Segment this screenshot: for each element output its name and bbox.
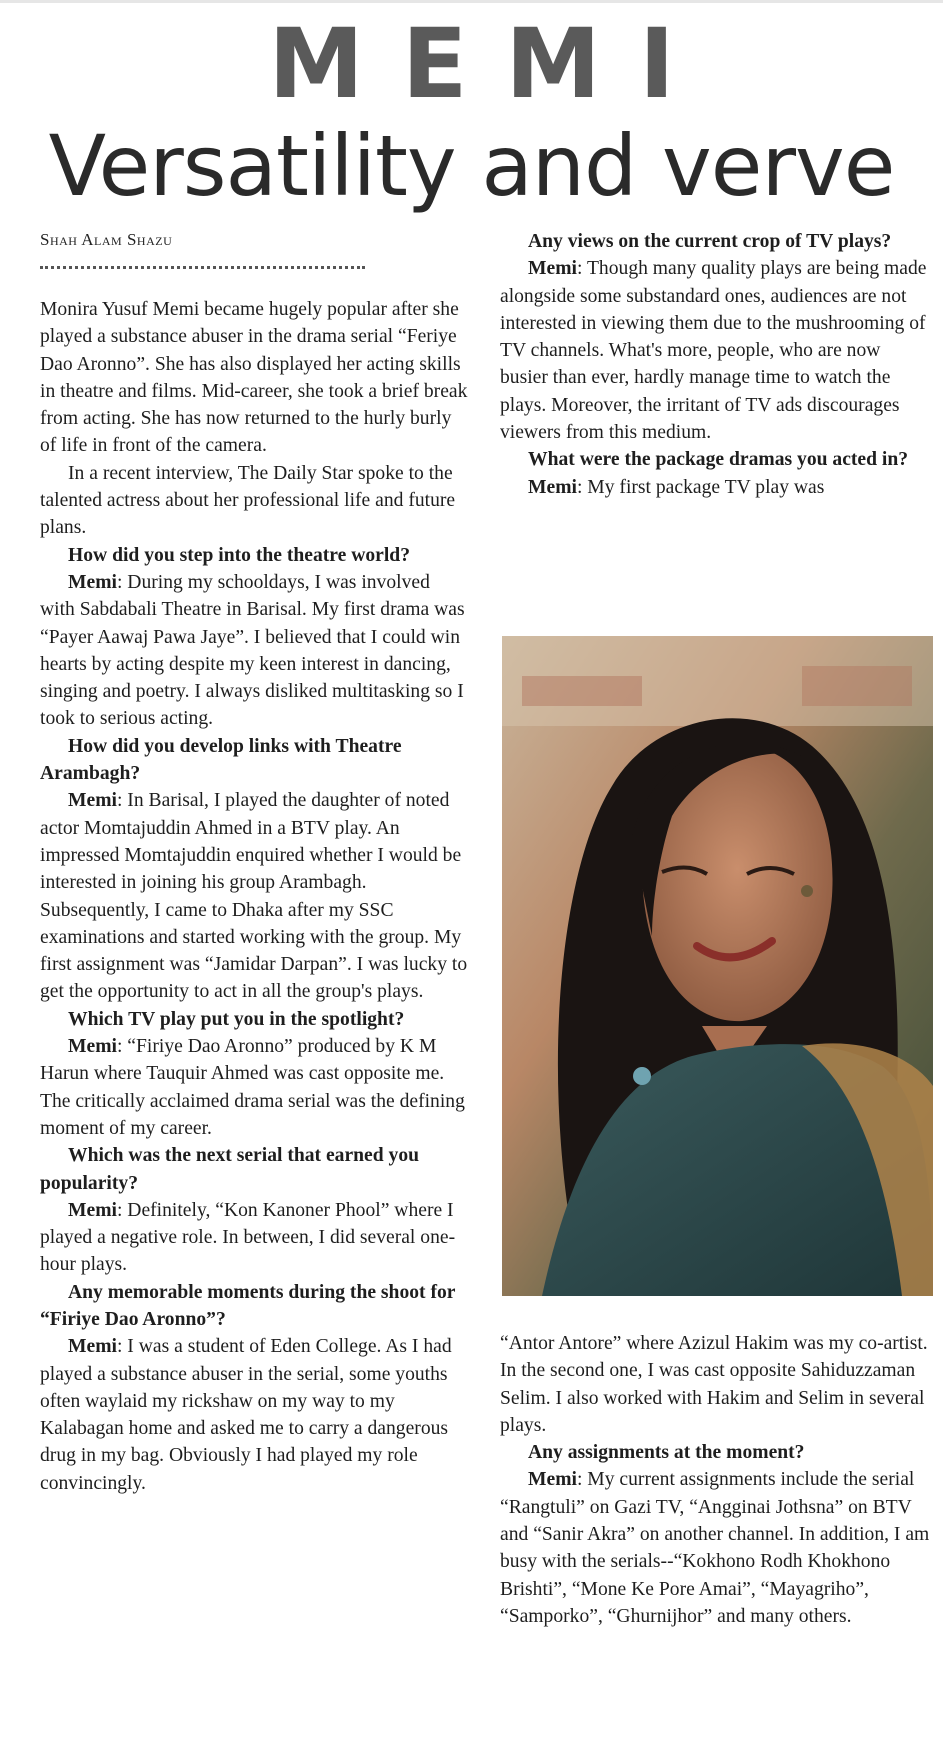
answer-text: : In Barisal, I played the daughter of noted actor Momtajuddin Ahmed in a BTV play. An impressed Momtajuddin enquired whether I would be interested in joining his group Arambagh. Subsequently, I came to Dhaka after my SSC examinations and started working with the group. My first assignment was “Jamidar Darpan”. I was lucky to get the opportunity to act in all the group's plays. bbox=[40, 790, 468, 1003]
question: How did you step into the theatre world? bbox=[68, 544, 410, 566]
answer-text: : I was a student of Eden College. As I had played a substance abuser in the serial, some youths often waylaid my rickshaw on my way to my Kalabagan home and asked me to carry a dangerous drug in my bag. Obviously I had played my role convincingly. bbox=[40, 1336, 452, 1494]
portrait-photo bbox=[502, 636, 933, 1296]
answer bbox=[500, 1466, 932, 1630]
answer-text: : My first package TV play was bbox=[576, 476, 825, 498]
intro-paragraph: Monira Yusuf Memi became hugely popular after she played a substance abuser in the drama serial “Feriye Dao Aronno”. She has also displayed her acting skills in theatre and films. Mid-career, she took a brief break from acting. She has now returned to the hurly burly of life in front of the camera. bbox=[40, 299, 468, 457]
answer bbox=[40, 569, 468, 733]
answer-continuation: “Antor Antore” where Azizul Hakim was my co-artist. In the second one, I was cast opposite Sahiduzzaman Selim. I also worked with Hakim and Selim in several plays. bbox=[500, 1333, 928, 1436]
answer-speaker: Memi bbox=[68, 1036, 117, 1058]
answer-speaker: Memi bbox=[68, 1336, 117, 1358]
right-column-bottom bbox=[500, 1330, 932, 1630]
answer bbox=[40, 1197, 468, 1279]
intro-paragraph: In a recent interview, The Daily Star spoke to the talented actress about her professional life and future plans. bbox=[40, 462, 456, 539]
answer-speaker: Memi bbox=[68, 790, 117, 812]
byline-divider bbox=[40, 256, 365, 269]
answer-text: : During my schooldays, I was involved with Sabdabali Theatre in Barisal. My first drama was “Payer Aawaj Pawa Jaye”. I believed that I could win hearts by acting despite my keen interest in dancing, singing and poetry. I always disliked multitasking so I took to serious acting. bbox=[40, 571, 465, 730]
headline: Versatility and verve bbox=[48, 117, 895, 215]
question: Any views on the current crop of TV plays? bbox=[528, 231, 892, 252]
kicker-name: MEMI bbox=[268, 8, 713, 120]
question: Which TV play put you in the spotlight? bbox=[68, 1008, 405, 1030]
answer-text: : Though many quality plays are being made alongside some substandard ones, audiences are not interested in viewing them due to the mushrooming of TV channels. What's more, people, who are now busier than ever, hardly manage time to watch the plays. Moreover, the irritant of TV ads discourages viewers from this medium. bbox=[500, 258, 927, 444]
answer bbox=[40, 787, 468, 1005]
left-column bbox=[40, 296, 468, 1497]
question: What were the package dramas you acted in? bbox=[528, 449, 909, 471]
answer-text: : My current assignments include the serial “Rangtuli” on Gazi TV, “Angginai Jothsna” on BTV and “Sanir Akra” on another channel. In addition, I am busy with the serials--“Kokhono Rodh Khokhono Brishti”, “Mone Ke Pore Amai”, “Mayagriho”, “Samporko”, “Ghurnijhor” and many others. bbox=[500, 1469, 930, 1627]
answer-text: : “Firiye Dao Aronno” produced by K M Harun where Tauquir Ahmed was cast opposite me. The critically acclaimed drama serial was the defining moment of my career. bbox=[40, 1036, 465, 1139]
answer bbox=[500, 255, 932, 446]
question: Any assignments at the moment? bbox=[528, 1442, 805, 1464]
answer bbox=[500, 474, 932, 501]
answer-speaker: Memi bbox=[68, 571, 117, 593]
top-rule bbox=[0, 0, 943, 3]
answer bbox=[40, 1333, 468, 1497]
answer-text: : Definitely, “Kon Kanoner Phool” where I played a negative role. In between, I did several one-hour plays. bbox=[40, 1199, 456, 1276]
answer bbox=[40, 1033, 468, 1142]
question: How did you develop links with Theatre Arambagh? bbox=[40, 735, 402, 785]
answer-speaker: Memi bbox=[528, 1469, 577, 1491]
answer-speaker: Memi bbox=[528, 258, 577, 280]
answer-speaker: Memi bbox=[68, 1199, 117, 1221]
byline: Shah Alam Shazu bbox=[40, 230, 173, 249]
portrait-photo-icon bbox=[502, 636, 933, 1296]
question: Any memorable moments during the shoot for “Firiye Dao Aronno”? bbox=[40, 1281, 456, 1330]
right-column-top bbox=[500, 228, 932, 501]
answer-speaker: Memi bbox=[528, 476, 577, 498]
question: Which was the next serial that earned you popularity? bbox=[40, 1145, 420, 1194]
